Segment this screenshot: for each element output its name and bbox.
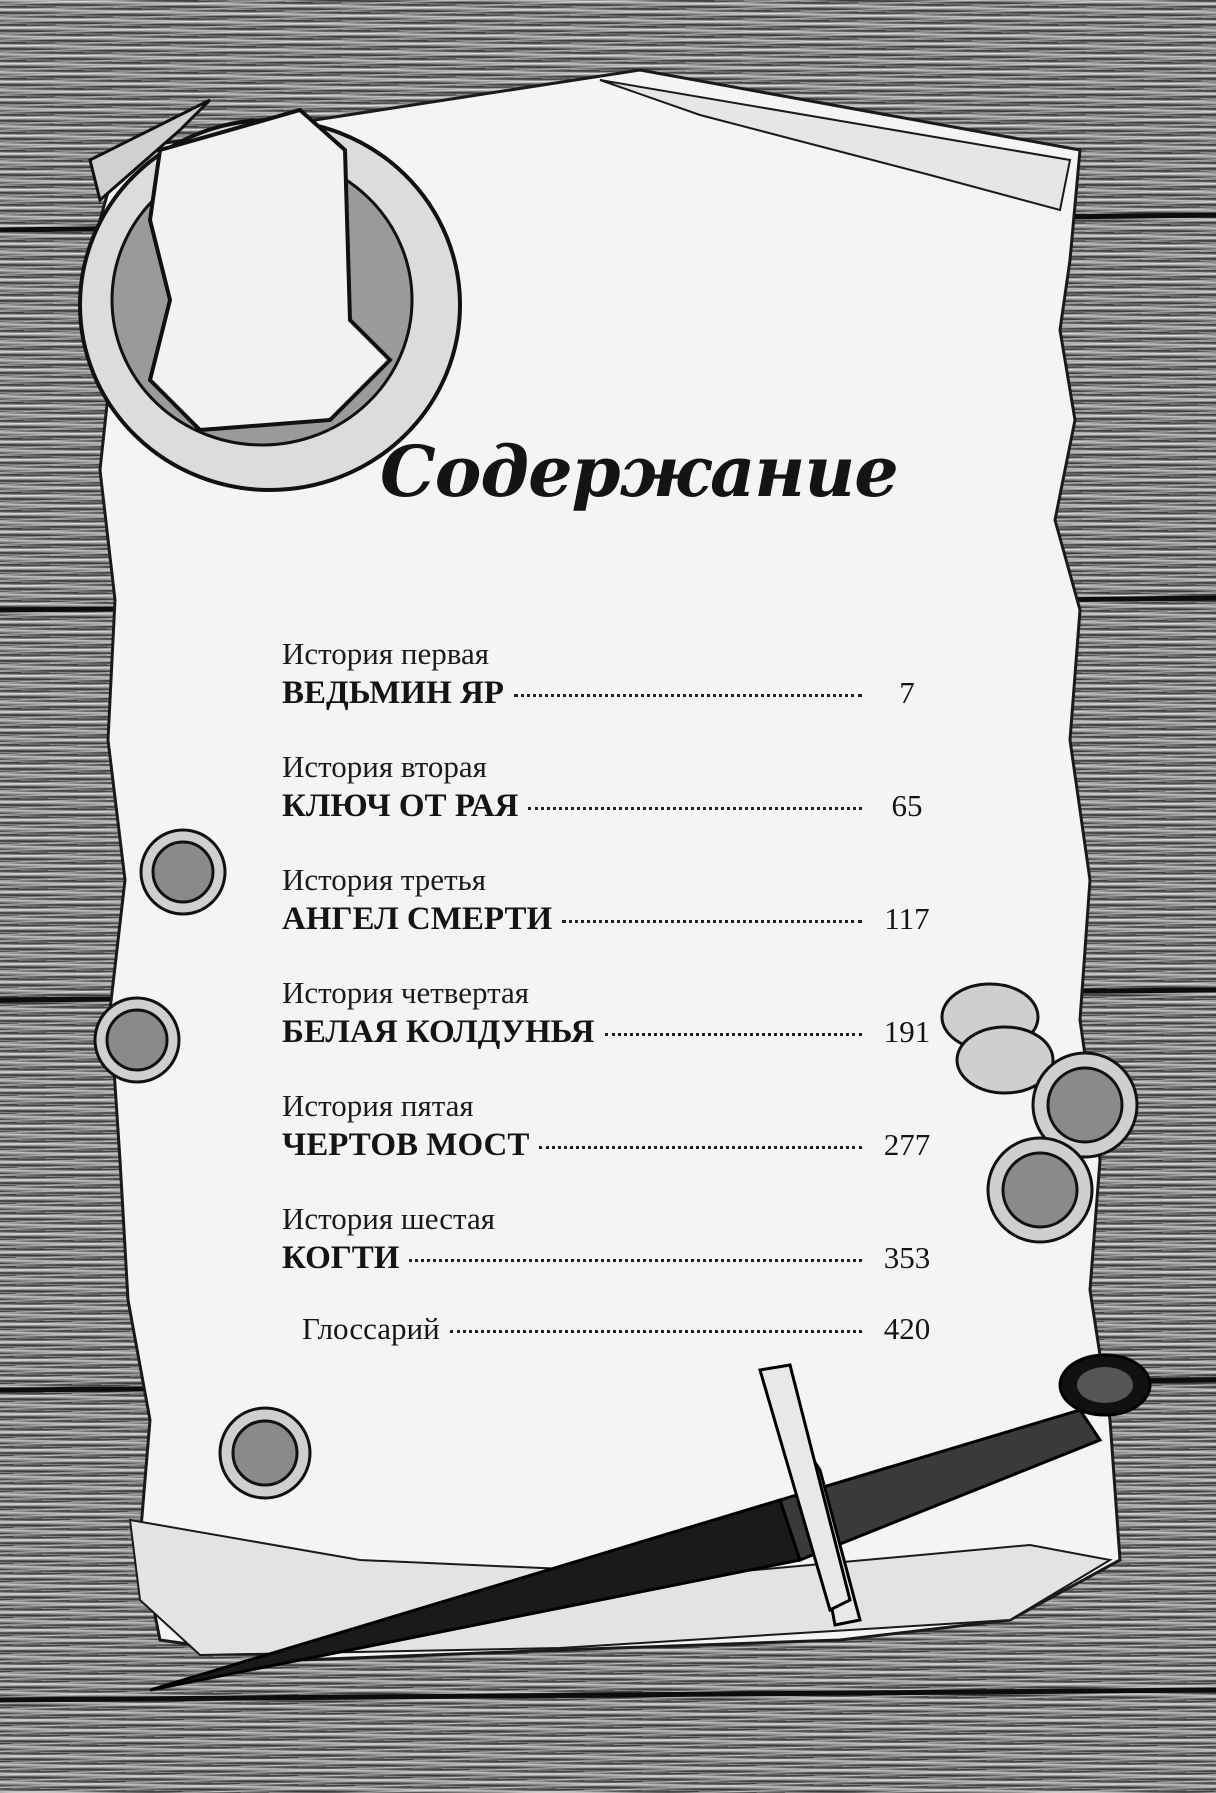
page-title: Содержание (380, 430, 898, 513)
toc-entry[interactable] (282, 1088, 942, 1201)
entry-page-number: 191 (883, 1014, 931, 1049)
entry-title: КОГТИ (282, 1240, 400, 1276)
toc-entry[interactable] (282, 975, 942, 1088)
toc-entry[interactable] (282, 1201, 942, 1314)
toc-entry[interactable] (282, 862, 942, 975)
entry-page-number: 353 (883, 1240, 931, 1275)
entry-title: АНГЕЛ СМЕРТИ (282, 901, 553, 937)
toc-entry[interactable] (282, 749, 942, 862)
entry-title: ЧЕРТОВ МОСТ (282, 1127, 530, 1163)
toc-entry-glossary[interactable] (302, 1311, 942, 1355)
entry-page-number: 7 (899, 675, 915, 710)
dot-leader (605, 1033, 862, 1036)
table-of-contents (282, 636, 942, 1314)
dot-leader (528, 807, 862, 810)
dot-leader (409, 1259, 862, 1262)
entry-subtitle: История шестая (282, 1201, 495, 1236)
dot-leader (514, 694, 862, 697)
dot-leader (539, 1146, 862, 1149)
entry-title: БЕЛАЯ КОЛДУНЬЯ (282, 1014, 595, 1050)
entry-subtitle: История четвертая (282, 975, 530, 1010)
toc-entry[interactable] (282, 636, 942, 749)
entry-page-number: 65 (891, 788, 923, 823)
dot-leader (562, 920, 862, 923)
glossary-title: Глоссарий (302, 1311, 440, 1346)
entry-subtitle: История вторая (282, 749, 487, 784)
entry-title: КЛЮЧ ОТ РАЯ (282, 788, 519, 824)
entry-page-number: 117 (884, 901, 930, 936)
entry-subtitle: История первая (282, 636, 489, 671)
entry-title: ВЕДЬМИН ЯР (282, 675, 504, 711)
glossary-page-number: 420 (883, 1311, 931, 1346)
entry-subtitle: История пятая (282, 1088, 474, 1123)
entry-page-number: 277 (883, 1127, 931, 1162)
entry-subtitle: История третья (282, 862, 487, 897)
dot-leader (450, 1330, 862, 1333)
